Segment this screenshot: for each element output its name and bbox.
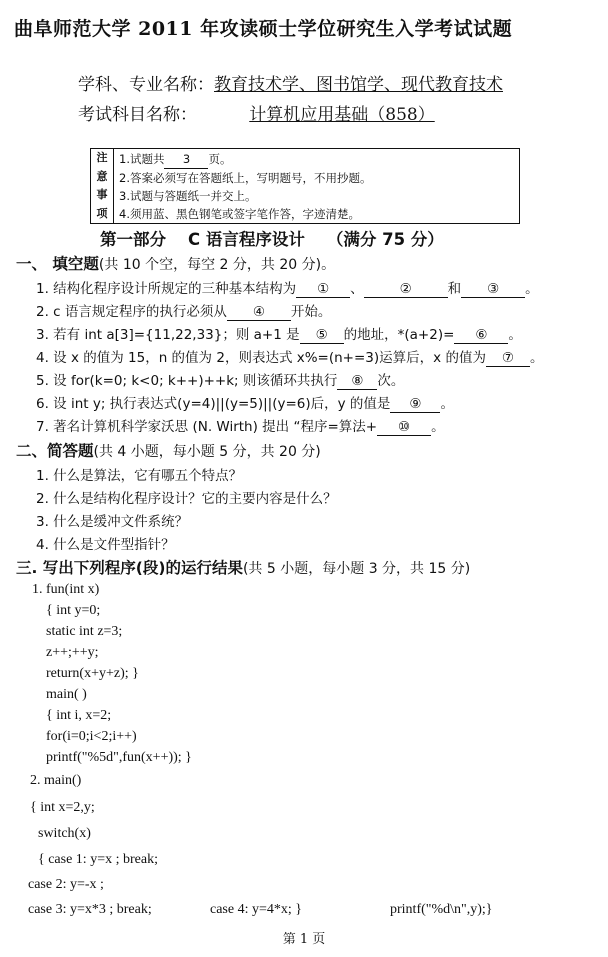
blank-5: ⑤	[300, 327, 344, 344]
subject-value: 教育技术学、图书馆学、现代教育技术	[214, 75, 503, 95]
note-item-3: 3.试题与答题纸一并交上。	[119, 189, 257, 203]
question-1-7	[36, 415, 445, 436]
note-item-1	[119, 150, 371, 169]
code-line: case 2: y=-x ;	[28, 877, 104, 892]
code-line: printf("%5d",fun(x++)); }	[46, 750, 192, 765]
section-2-heading	[16, 439, 321, 461]
section-sub: (共 5 小题，每小题 3 分，共 15 分)	[242, 561, 471, 577]
section-title: 三. 写出下列程序(段)的运行结果	[16, 559, 243, 577]
code-line: switch(x)	[38, 826, 91, 841]
part-heading	[100, 226, 466, 250]
subject-label: 学科、专业名称：	[78, 75, 214, 95]
section-sub: (共 10 个空，每空 2 分，共 20 分)。	[98, 257, 336, 273]
question-1-4	[36, 346, 543, 367]
question-1-3	[36, 323, 522, 344]
code-line: case 3: y=x*3 ; break;	[28, 902, 152, 917]
code-line: case 4: y=4*x; }	[210, 902, 302, 917]
note-item-2: 2.答案必须写在答题纸上，写明题号，不用抄题。	[119, 171, 372, 185]
question-text: 次。	[377, 373, 405, 389]
blank-3: ③	[461, 281, 525, 298]
question-text: 。	[508, 327, 522, 343]
code-line: { int i, x=2;	[46, 708, 112, 723]
course-label: 考试科目名称：	[78, 105, 197, 125]
question-text: 5. 设 for(k=0; k<0; k++)++k; 则该循环共执行	[36, 373, 338, 389]
code-line: 1. fun(int x)	[32, 582, 100, 597]
page-footer: 第 1 页	[282, 932, 326, 947]
notes-label	[91, 149, 114, 223]
code-line: for(i=0;i<2;i++)	[46, 729, 137, 744]
section-3-heading	[16, 556, 470, 578]
part-score: （满分 75 分）	[326, 230, 444, 249]
question-1-6	[36, 392, 454, 413]
question-2-1: 1. 什么是算法，它有哪五个特点？	[36, 468, 243, 484]
blank-6: ⑥	[454, 327, 508, 344]
question-text: 、	[350, 281, 364, 297]
code-line: z++;++y;	[46, 645, 99, 660]
code-line: { case 1: y=x ; break;	[38, 852, 158, 867]
question-text: 的地址，*(a+2)=	[343, 327, 455, 343]
question-text: 6. 设 int y; 执行表达式(y=4)||(y=5)||(y=6)后，y 的值是	[36, 396, 391, 412]
question-text: 。	[431, 419, 445, 435]
question-text: 。	[525, 281, 539, 297]
note-item-4: 4.须用蓝、黑色钢笔或签字笔作答，字迹清楚。	[119, 207, 360, 221]
subject-line	[78, 70, 503, 95]
notes-label-char: 意	[96, 169, 108, 183]
blank-4: ④	[227, 304, 291, 321]
question-text: 2. c 语言规定程序的执行必须从	[36, 304, 227, 320]
note-text: 1.试题共	[119, 152, 165, 166]
question-text: 1. 结构化程序设计所规定的三种基本结构为	[36, 281, 297, 297]
blank-9: ⑨	[390, 396, 440, 413]
question-2-3: 3. 什么是缓冲文件系统？	[36, 514, 189, 530]
section-sub: (共 4 小题，每小题 5 分，共 20 分)	[93, 444, 321, 460]
page-count: 3	[164, 150, 208, 169]
notes-label-char: 事	[96, 188, 108, 201]
page-title: 曲阜师范大学 2011 年攻读硕士学位研究生入学考试试题	[14, 18, 513, 40]
code-line: static int z=3;	[46, 624, 123, 639]
question-text: 。	[440, 396, 454, 412]
question-2-2: 2. 什么是结构化程序设计？它的主要内容是什么？	[36, 491, 337, 507]
question-1-5	[36, 369, 404, 390]
section-1-heading	[16, 252, 335, 274]
notes-items	[119, 150, 371, 223]
notes-label-char: 项	[96, 206, 108, 220]
code-line: { int x=2,y;	[30, 800, 95, 815]
question-text: 和	[447, 281, 462, 297]
code-line: main( )	[46, 687, 87, 702]
blank-7: ⑦	[486, 350, 530, 367]
note-text: 页。	[208, 152, 232, 166]
question-2-4: 4. 什么是文件型指针？	[36, 537, 175, 553]
question-text: 3. 若有 int a[3]={11,22,33}；则 a+1 是	[36, 327, 300, 343]
code-line: 2. main()	[30, 773, 82, 788]
section-title: 二、简答题	[16, 442, 94, 460]
question-1-1	[36, 277, 539, 298]
section-title: 一、 填空题	[16, 255, 99, 273]
course-value: 计算机应用基础（858）	[249, 105, 435, 125]
notes-box	[90, 148, 520, 224]
code-line: printf("%d\n",y);}	[390, 902, 493, 917]
course-line	[78, 100, 487, 125]
code-line: return(x+y+z); }	[46, 666, 139, 681]
blank-8: ⑧	[337, 373, 377, 390]
notes-label-char: 注	[96, 151, 108, 164]
code-line: { int y=0;	[46, 603, 101, 618]
blank-1: ①	[296, 281, 350, 298]
question-text: 。	[529, 350, 544, 366]
blank-10: ⑩	[377, 419, 431, 436]
question-1-2	[36, 300, 331, 321]
question-text: 4. 设 x 的值为 15，n 的值为 2，则表达式 x%=(n+=3)运算后，x 的值为	[36, 350, 486, 366]
question-text: 开始。	[290, 304, 332, 320]
part-name: 第一部分	[100, 230, 166, 249]
blank-2: ②	[364, 281, 448, 298]
question-text: 7. 著名计算机科学家沃思 (N. Wirth) 提出 “程序=算法+	[36, 419, 378, 435]
part-subject: C 语言程序设计	[188, 230, 305, 249]
